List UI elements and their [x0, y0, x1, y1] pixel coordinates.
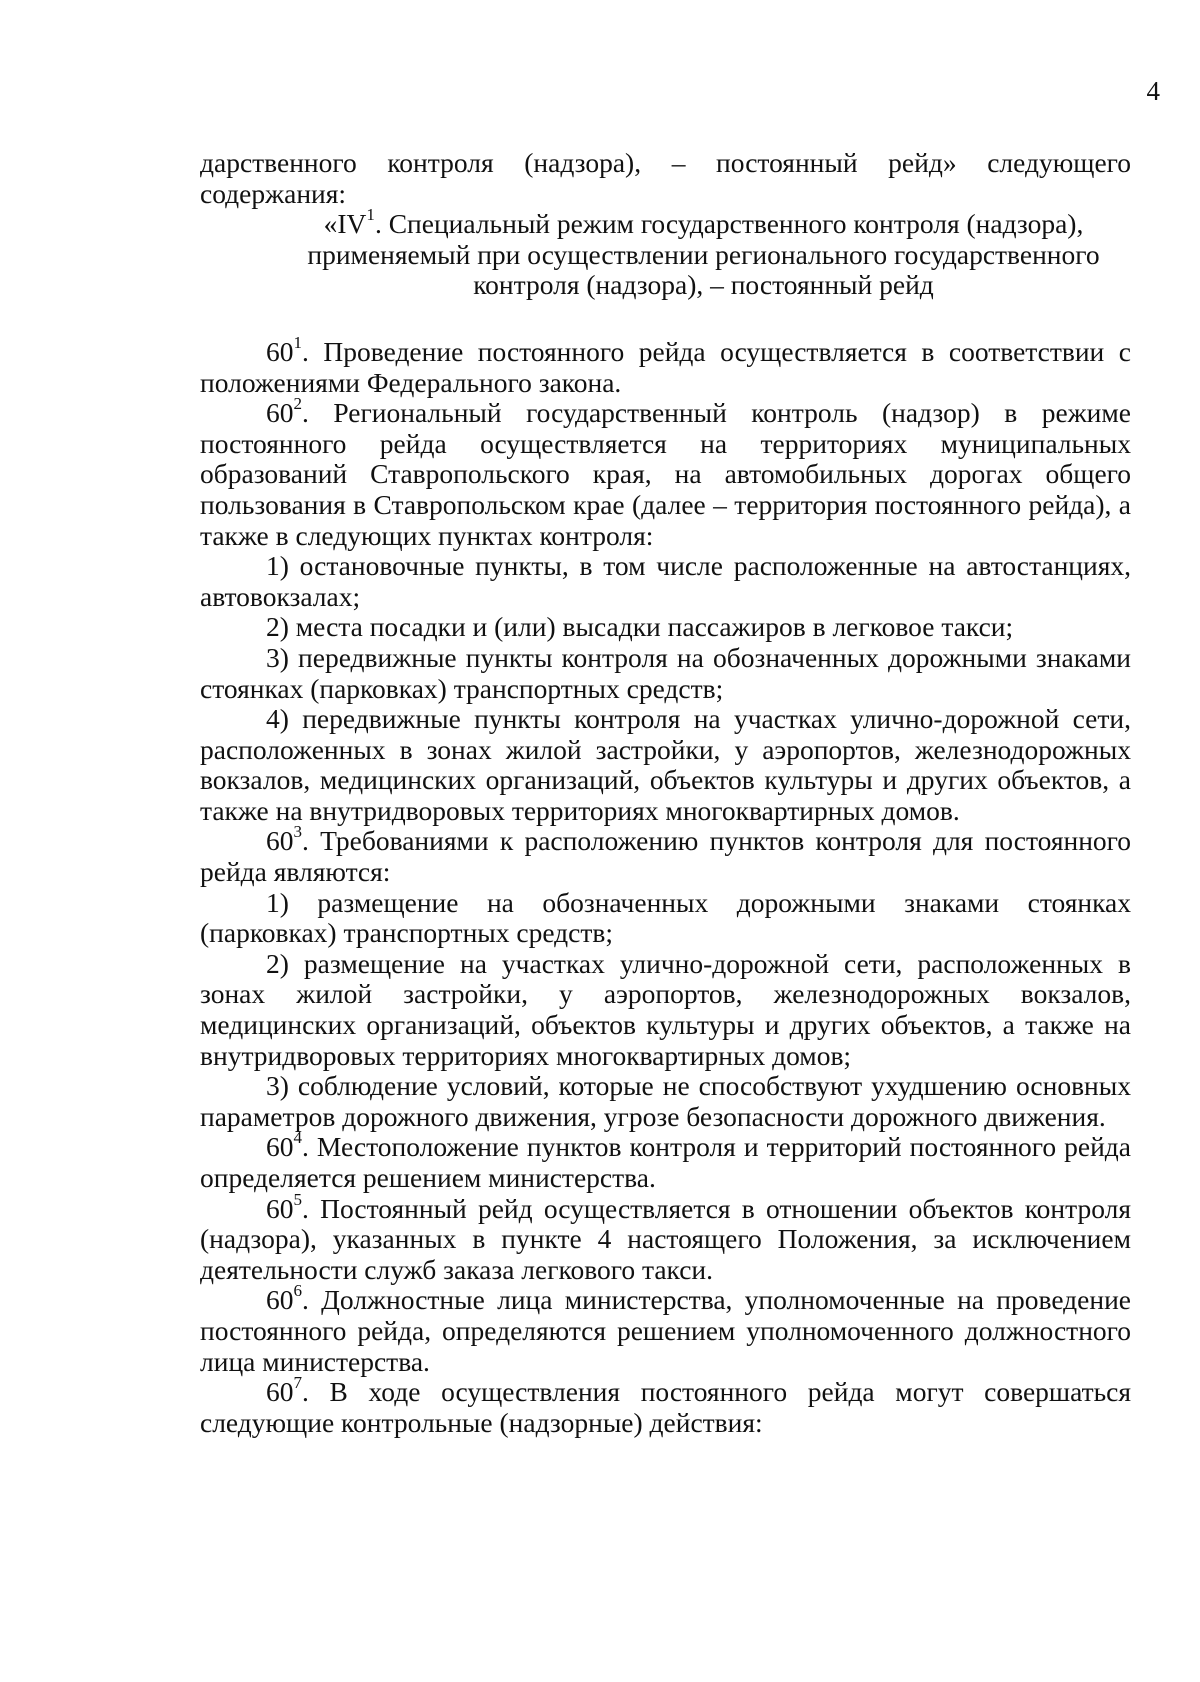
paragraph-text: . Региональный государственный контроль (надзор) в режиме постоянного рейда осуществляется на территориях муниципальных образований Ставропольского края, на автомобильных дорогах общего пользования в Ставропольском крае (далее – территория постоянного рейда), а также в следующих пунктах контроля: [200, 397, 1131, 551]
paragraph-number: 60 [266, 1284, 294, 1316]
paragraph-number: 60 [266, 1192, 294, 1224]
requirement-item-1: 1) размещение на обозначенных дорожными знаками стоянках (парковках) транспортных средств; [200, 886, 1131, 949]
paragraph-number: 60 [266, 1376, 294, 1408]
paragraph-text: . Постоянный рейд осуществляется в отношении объектов контроля (надзора), указанных в пункте 4 настоящего Положения, за исключением деятельности служб заказа легкового такси. [200, 1192, 1131, 1285]
heading-superscript: 1 [366, 205, 375, 225]
section-heading [200, 205, 1131, 301]
paragraph-text: . В ходе осуществления постоянного рейда могут совершаться следующие контрольные (надзорные) действия: [200, 1376, 1131, 1438]
paragraph-60-1 [200, 333, 1131, 398]
heading-line-2: применяемый при осуществлении регионального государственного [307, 238, 1100, 270]
page-number: 4 [1146, 76, 1160, 106]
paragraph-superscript: 1 [293, 333, 303, 353]
list-item-4: 4) передвижные пункты контроля на участках улично-дорожной сети, расположенных в зонах жилой застройки, у аэропортов, железнодорожных вокзалов, медицинских организаций, объектов культуры и других объектов, а также на внутридворовых территориях многоквартирных домов. [200, 703, 1131, 826]
heading-line-1 [276, 205, 1131, 240]
paragraph-superscript: 4 [293, 1128, 303, 1148]
paragraph-superscript: 5 [293, 1189, 303, 1209]
paragraph-text: . Должностные лица министерства, уполномоченные на проведение постоянного рейда, определяются решением уполномоченного должностного лица министерства. [200, 1284, 1131, 1377]
paragraph-text: . Проведение постоянного рейда осуществляется в соответствии с положениями Федерального закона. [200, 335, 1131, 398]
paragraph-60-7 [200, 1373, 1131, 1438]
paragraph-60-2 [200, 394, 1131, 551]
list-item-2: 2) места посадки и (или) высадки пассажиров в легковое такси; [266, 611, 1014, 643]
heading-line-3: контроля (надзора), – постоянный рейд [473, 269, 934, 301]
heading-prefix: «IV [323, 208, 367, 240]
paragraph-text: . Местоположение пунктов контроля и территорий постоянного рейда определяется решением министерства. [200, 1131, 1131, 1193]
paragraph-superscript: 2 [293, 394, 303, 414]
paragraph-superscript: 7 [293, 1373, 303, 1393]
paragraph-text: . Требованиями к расположению пунктов контроля для постоянного рейда являются: [200, 825, 1131, 888]
heading-line-1-text: . Специальный режим государственного контроля (надзора), [374, 208, 1084, 240]
paragraph-superscript: 3 [293, 822, 303, 842]
list-item-1: 1) остановочные пункты, в том числе расположенные на автостанциях, автовокзалах; [200, 550, 1131, 612]
paragraph-superscript: 6 [293, 1281, 303, 1301]
paragraph-number: 60 [266, 1131, 294, 1163]
paragraph-60-5 [200, 1189, 1131, 1286]
paragraph-number: 60 [266, 397, 294, 429]
lead-paragraph: дарственного контроля (надзора), – постоянный рейд» следующего содержания: [200, 147, 1131, 209]
paragraph-60-3 [200, 822, 1131, 888]
requirement-item-2: 2) размещение на участках улично-дорожной сети, расположенных в зонах жилой застройки, у аэропортов, железнодорожных вокзалов, медицинских организаций, объектов культуры и других объектов, а также на внутридворовых территориях многоквартирных домов; [200, 947, 1131, 1071]
paragraph-60-6 [200, 1281, 1131, 1377]
requirement-item-3: 3) соблюдение условий, которые не способствуют ухудшению основных параметров дорожного движения, угрозе безопасности дорожного движения. [200, 1070, 1131, 1132]
paragraph-number: 60 [266, 335, 294, 367]
list-item-3: 3) передвижные пункты контроля на обозначенных дорожными знаками стоянках (парковках) транспортных средств; [200, 641, 1131, 704]
paragraph-number: 60 [266, 825, 294, 857]
document-body [200, 148, 1131, 1438]
paragraph-60-4 [200, 1128, 1131, 1193]
